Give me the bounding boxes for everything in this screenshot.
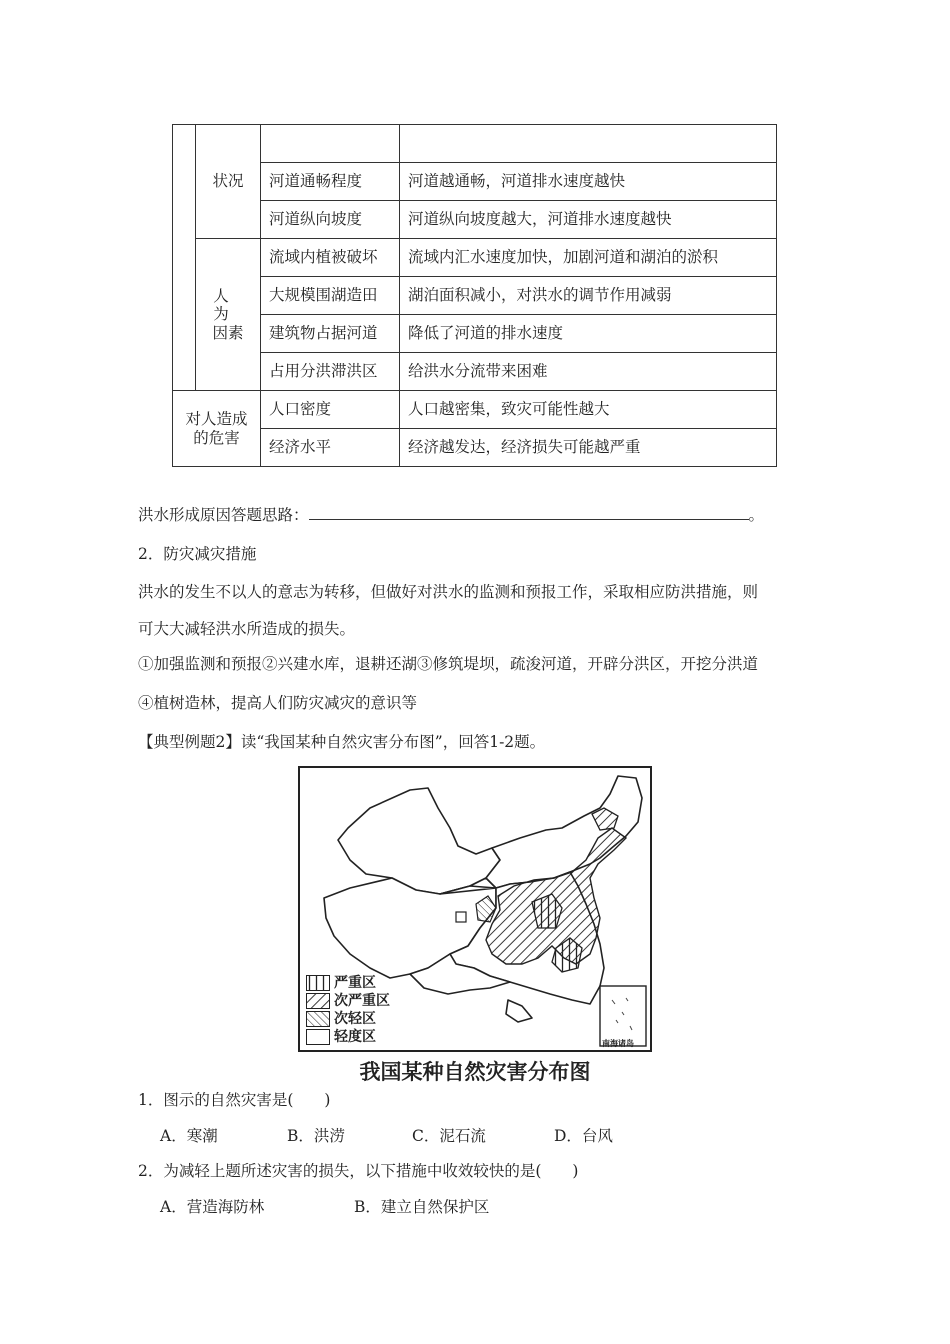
table-cell: 湖泊面积减小，对洪水的调节作用减弱 [400,277,777,315]
option-a[interactable]: A．营造海防林 [160,1198,265,1216]
table-cell: 河道纵向坡度越大，河道排水速度越快 [400,201,777,239]
table-cell-text: 人 为 [213,286,243,324]
option-a[interactable]: A．寒潮 [160,1127,218,1145]
table-cell-text: 因素 [212,323,244,342]
table-cell: 给洪水分流带来困难 [400,353,777,391]
answer-end: 。 [748,506,765,524]
legend-swatch-minor [306,1011,330,1027]
answer-blank[interactable] [309,503,749,520]
legend-swatch-secondary-severe [306,993,330,1009]
question-stem: 1．图示的自然灾害是( ) [138,1091,331,1109]
table-cell: 大规模围湖造田 [261,277,400,315]
table-cell-harm [173,391,261,467]
table-row [173,391,777,429]
table-cell: 河道越通畅，河道排水速度越快 [400,163,777,201]
question-stem: 2．为减轻上题所述灾害的损失，以下措施中收效较快的是( ) [138,1162,579,1180]
legend-label: 轻度区 [334,1029,376,1045]
table-cell: 流域内植被破坏 [261,239,400,277]
option-b[interactable]: B．洪涝 [287,1127,345,1145]
table-row [173,353,777,391]
option-d[interactable]: D．台风 [554,1127,613,1145]
inset-label: 南海诸岛 [602,1039,634,1048]
table-cell: 流域内汇水速度加快，加剧河道和湖泊的淤积 [400,239,777,277]
table-row [173,125,777,163]
example-title: 【典型例题2】读“我国某种自然灾害分布图”，回答1-2题。 [138,733,546,751]
flood-factors-table [172,124,777,467]
lake-shape [456,912,466,922]
option-b[interactable]: B．建立自然保护区 [354,1198,490,1216]
south-china-sea-inset [600,986,646,1046]
paragraph: ①加强监测和预报②兴建水库，退耕还湖③修筑堤坝，疏浚河道，开辟分洪区，开挖分洪道 [138,655,759,673]
table-cell-text: 的危害 [193,428,240,447]
table-row [173,201,777,239]
legend-label: 次轻区 [334,1011,376,1027]
paragraph: 洪水的发生不以人的意志为转移，但做好对洪水的监测和预报工作，采取相应防洪措施，则 [138,583,759,601]
table-cell: 建筑物占据河道 [261,315,400,353]
table-row [173,277,777,315]
legend-item [306,992,390,1010]
table-cell-text: 对人造成 [185,409,248,428]
legend-swatch-severe [306,975,330,991]
table-row [173,429,777,467]
table-cell [261,125,400,163]
map-legend [306,974,390,1046]
legend-item [306,1028,390,1046]
table-cell: 降低了河道的排水速度 [400,315,777,353]
table-cell-human-factors [196,239,261,391]
table-row [173,163,777,201]
table-cell [400,125,777,163]
table-cell: 人口密度 [261,391,400,429]
answer-label: 洪水形成原因答题思路： [138,506,309,524]
table-cell: 经济水平 [261,429,400,467]
map-title: 我国某种自然灾害分布图 [359,1060,591,1084]
legend-swatch-light [306,1029,330,1045]
legend-item [306,974,390,992]
answer-line [138,503,764,525]
table-cell: 河道通畅程度 [261,163,400,201]
table-cell [173,125,196,391]
table-row [173,239,777,277]
legend-label: 次严重区 [334,993,390,1009]
disaster-map [298,766,652,1052]
table-row [173,315,777,353]
paragraph: ④植树造林，提高人们防灾减灾的意识等 [138,694,418,712]
option-c[interactable]: C．泥石流 [412,1127,486,1145]
table-cell: 经济越发达，经济损失可能越严重 [400,429,777,467]
table-cell-text: 状况 [212,172,244,191]
legend-label: 严重区 [334,975,376,991]
legend-item [306,1010,390,1028]
paragraph: 可大大减轻洪水所造成的损失。 [138,620,356,638]
table-cell-status [196,125,261,239]
table-cell: 占用分洪滞洪区 [261,353,400,391]
table-cell: 人口越密集，致灾可能性越大 [400,391,777,429]
table-cell: 河道纵向坡度 [261,201,400,239]
section-title: 2．防灾减灾措施 [138,545,257,563]
